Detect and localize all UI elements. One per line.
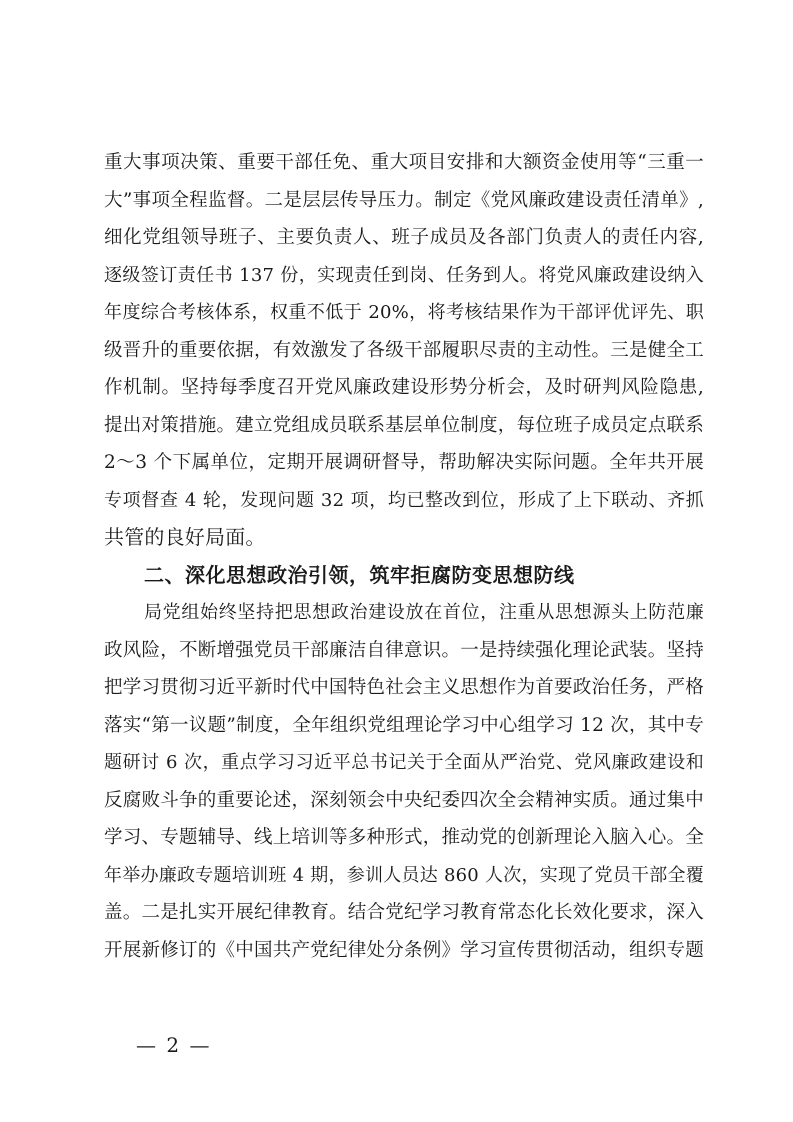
paragraph-line: 细化党组领导班子、主要负责人、班子成员及各部门负责人的责任内容, bbox=[104, 227, 704, 248]
paragraph-line: 题研讨 6 次，重点学习习近平总书记关于全面从严治党、党风廉政建设和 bbox=[104, 752, 704, 773]
paragraph-line: 盖。二是扎实开展纪律教育。结合党纪学习教育常态化长效化要求，深入 bbox=[104, 902, 704, 923]
paragraph-line: 把学习贯彻习近平新时代中国特色社会主义思想作为首要政治任务，严格 bbox=[104, 677, 704, 698]
paragraph-line: 学习、专题辅导、线上培训等多种形式，推动党的创新理论入脑入心。全 bbox=[104, 827, 704, 848]
paragraph-line: 专项督查 4 轮，发现问题 32 项，均已整改到位，形成了上下联动、齐抓 bbox=[104, 489, 704, 511]
body-text bbox=[104, 144, 704, 969]
paragraph-line: 提出对策措施。建立党组成员联系基层单位制度，每位班子成员定点联系 bbox=[104, 414, 704, 436]
paragraph-line: 大”事项全程监督。二是层层传导压力。制定《党风廉政建设责任清单》, bbox=[104, 189, 704, 211]
paragraph-line: 反腐败斗争的重要论述，深刻领会中央纪委四次全会精神实质。通过集中 bbox=[104, 789, 704, 811]
page-number: — 2 — bbox=[136, 1033, 212, 1057]
paragraph-line: 重大事项决策、重要干部任免、重大项目安排和大额资金使用等“三重一 bbox=[104, 152, 704, 173]
paragraph-line: 局党组始终坚持把思想政治建设放在首位，注重从思想源头上防范廉 bbox=[144, 602, 704, 623]
section-heading: 二、深化思想政治引领，筑牢拒腐防变思想防线 bbox=[144, 562, 575, 587]
paragraph-line: 级晋升的重要依据，有效激发了各级干部履职尽责的主动性。三是健全工 bbox=[104, 339, 704, 361]
paragraph-line: 政风险，不断增强党员干部廉洁自律意识。一是持续强化理论武装。坚持 bbox=[104, 639, 704, 661]
paragraph-line: 年举办廉政专题培训班 4 期，参训人员达 860 人次，实现了党员干部全覆 bbox=[104, 864, 704, 886]
paragraph-line: 年度综合考核体系，权重不低于 20%，将考核结果作为干部评优评先、职 bbox=[104, 302, 704, 323]
paragraph-line: 共管的良好局面。 bbox=[104, 525, 266, 549]
paragraph-line: 开展新修订的《中国共产党纪律处分条例》学习宣传贯彻活动，组织专题 bbox=[104, 939, 704, 961]
paragraph-line: 落实“第一议题”制度，全年组织党组理论学习中心组学习 12 次，其中专 bbox=[104, 714, 704, 736]
paragraph-line: 作机制。坚持每季度召开党风廉政建设形势分析会，及时研判风险隐患, bbox=[104, 377, 704, 398]
paragraph-line: 逐级签订责任书 137 份，实现责任到岗、任务到人。将党风廉政建设纳入 bbox=[104, 264, 704, 286]
paragraph-line: 2～3 个下属单位，定期开展调研督导，帮助解决实际问题。全年共开展 bbox=[104, 452, 704, 473]
